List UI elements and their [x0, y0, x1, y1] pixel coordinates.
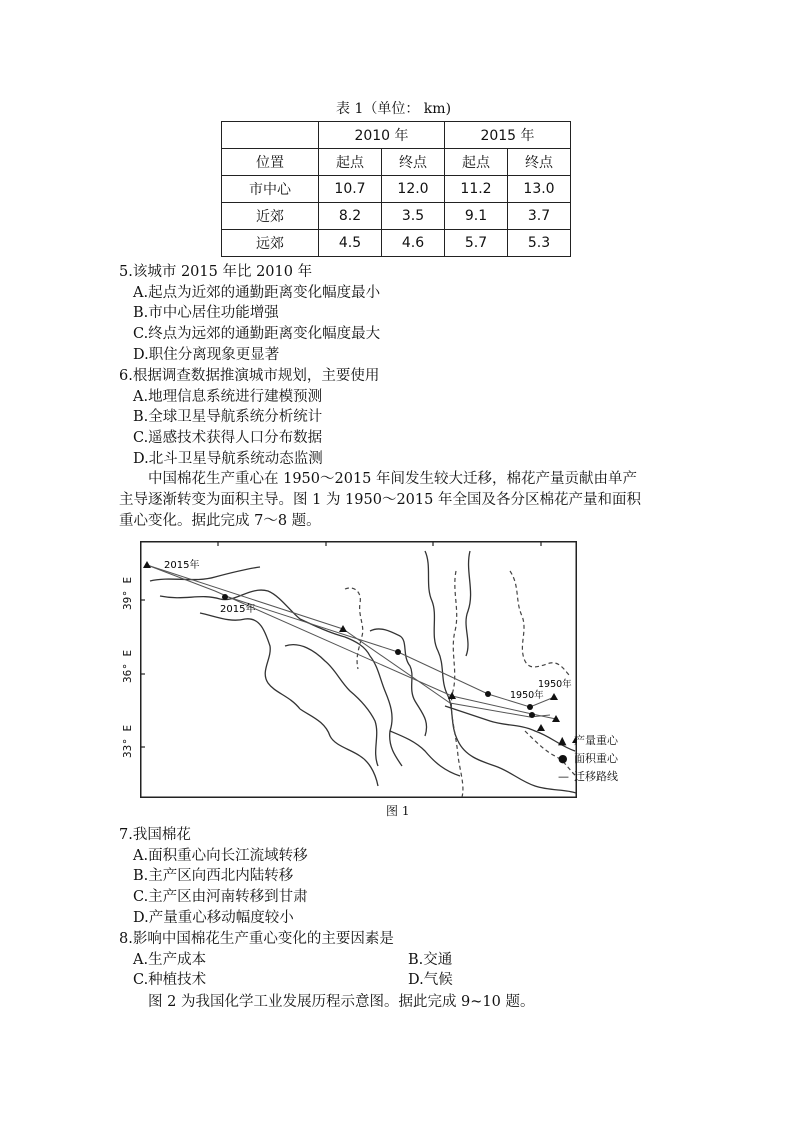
dot-icon: ● — [558, 752, 568, 765]
option-a: A.起点为近郊的通勤距离变化幅度最小 — [133, 284, 381, 301]
row-label: 近郊 — [222, 203, 319, 230]
col-header-location: 位置 — [222, 149, 319, 176]
option-d: D.产量重心移动幅度较小 — [133, 909, 294, 926]
label-1950-area: 1950年 — [510, 690, 544, 701]
option-d: D.北斗卫星导航系统动态监测 — [133, 450, 323, 467]
question-5 — [119, 262, 380, 365]
option-a: A.生产成本 — [133, 951, 207, 968]
commute-table — [221, 121, 571, 257]
label-2015-area: 2015年 — [220, 604, 256, 615]
question-stem: 6.根据调查数据推演城市规划，主要使用 — [119, 368, 380, 384]
option-c: C.遥感技术获得人口分布数据 — [133, 430, 323, 447]
map-frame — [141, 542, 577, 798]
option-b: B.市中心居住功能增强 — [133, 305, 279, 322]
legend-area — [558, 750, 648, 768]
option-a: A.地理信息系统进行建模预测 — [133, 388, 323, 405]
label-1950-production: 1950年 — [538, 679, 572, 690]
table-cell: 3.7 — [508, 203, 571, 230]
col-header-end-2015: 终点 — [508, 149, 571, 176]
option-b: B.交通 — [408, 951, 453, 968]
table-cell: 12.0 — [382, 176, 445, 203]
table-cell: 5.3 — [508, 230, 571, 257]
year-header-2015: 2015 年 — [445, 122, 571, 149]
table-cell: 8.2 — [319, 203, 382, 230]
intro-paragraph-7-8 — [119, 469, 679, 532]
option-d: D.气候 — [408, 972, 453, 989]
table-cell: 13.0 — [508, 176, 571, 203]
cotton-center-map — [140, 541, 577, 798]
col-header-end-2010: 终点 — [382, 149, 445, 176]
intro-line: 重心变化。据此完成 7～8 题。 — [119, 513, 321, 529]
table-subheader-row — [222, 149, 571, 176]
option-c: C.主产区由河南转移到甘肃 — [133, 889, 308, 906]
legend-route — [558, 768, 648, 786]
legend-area-label: 面积重心 — [574, 752, 618, 765]
col-header-start-2010: 起点 — [319, 149, 382, 176]
lat-label-33: 33° E — [121, 724, 134, 758]
triangle-icon: ▲ — [558, 734, 567, 747]
question-7 — [119, 825, 308, 928]
option-b: B.主产区向西北内陆转移 — [133, 868, 294, 885]
question-stem: 7.我国棉花 — [119, 827, 191, 843]
legend-route-label: 迁移路线 — [574, 770, 618, 783]
col-header-start-2015: 起点 — [445, 149, 508, 176]
legend-production-label: 产量重心 — [574, 734, 618, 747]
table-row — [222, 176, 571, 203]
options-row-2 — [119, 970, 569, 991]
legend-box — [558, 732, 648, 786]
row-label: 市中心 — [222, 176, 319, 203]
table-caption: 表 1（单位： km) — [336, 101, 452, 117]
option-b: B.全球卫星导航系统分析统计 — [133, 409, 323, 426]
option-a: A.面积重心向长江流域转移 — [133, 847, 308, 864]
area-point-1950 — [527, 704, 533, 710]
area-point-2015 — [222, 594, 228, 600]
table-cell: 11.2 — [445, 176, 508, 203]
option-c: C.种植技术 — [133, 972, 207, 989]
year-header-2010: 2010 年 — [319, 122, 445, 149]
table-cell: 4.6 — [382, 230, 445, 257]
table-row — [222, 203, 571, 230]
question-8 — [119, 929, 569, 991]
lat-label-36: 36° E — [121, 649, 134, 683]
table-cell: 4.5 — [319, 230, 382, 257]
figure-caption: 图 1 — [386, 804, 410, 818]
intro-line: 主导逐渐转变为面积主导。图 1 为 1950～2015 年全国及各分区棉花产量和面积 — [119, 492, 641, 508]
table-cell: 10.7 — [319, 176, 382, 203]
table-cell: 5.7 — [445, 230, 508, 257]
row-label: 远郊 — [222, 230, 319, 257]
table-corner-cell — [222, 122, 319, 149]
area-point — [395, 649, 401, 655]
area-point — [485, 691, 491, 697]
intro-line: 中国棉花生产重心在 1950～2015 年间发生较大迁移，棉花产量贡献由单产 — [148, 471, 638, 487]
table-row — [222, 230, 571, 257]
lat-label-39: 39° E — [121, 576, 134, 610]
options-row-1 — [119, 950, 569, 971]
table-cell: 9.1 — [445, 203, 508, 230]
intro-paragraph-9-10: 图 2 为我国化学工业发展历程示意图。据此完成 9~10 题。 — [148, 994, 535, 1010]
table-header-row — [222, 122, 571, 149]
question-stem: 8.影响中国棉花生产重心变化的主要因素是 — [119, 931, 394, 947]
label-2015-production: 2015年 — [164, 560, 200, 571]
legend-production — [558, 732, 648, 750]
option-d: D.职住分离现象更显著 — [133, 346, 280, 363]
question-6 — [119, 366, 379, 469]
table-cell: 3.5 — [382, 203, 445, 230]
option-c: C.终点为远郊的通勤距离变化幅度最大 — [133, 326, 381, 343]
area-point — [529, 712, 535, 718]
question-stem: 5.该城市 2015 年比 2010 年 — [119, 264, 313, 280]
line-icon: — — [558, 770, 569, 783]
